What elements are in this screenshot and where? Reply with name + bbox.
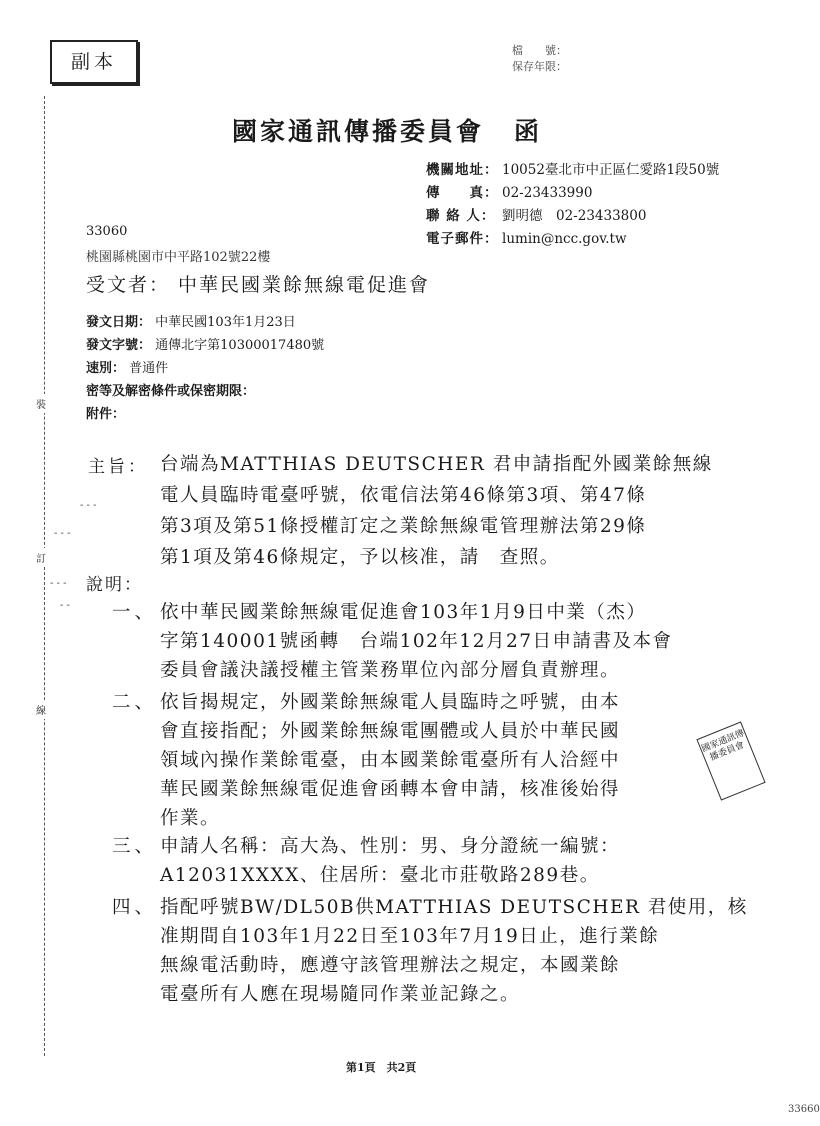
- fax-label: 傳 真：: [426, 185, 499, 201]
- explanation-line: 指配呼號BW/DL50B供MATTHIAS DEUTSCHER 君使用，核: [160, 897, 748, 918]
- copy-stamp: 副本: [50, 40, 138, 84]
- explanation-line: 准期間自103年1月22日至103年7月19日止，進行業餘: [160, 926, 660, 947]
- file-number-label: 檔 號：: [512, 44, 567, 57]
- issue-date: [86, 311, 296, 330]
- explanation-line: 字第140001號函轉 台端102年12月27日申請書及本會: [160, 631, 673, 652]
- explanation-line: 華民國業餘無線電促進會函轉本會申請，核准後始得: [160, 779, 621, 800]
- item-number: 四、: [112, 897, 158, 918]
- contact-person: [426, 204, 646, 224]
- fax: [426, 181, 592, 201]
- contact-person-value: 劉明德 02-23433800: [502, 208, 647, 224]
- issue-date-label: 發文日期：: [86, 315, 152, 330]
- scan-artifact: - - -: [50, 578, 67, 589]
- binding-cut-mark: 訂: [36, 548, 46, 567]
- explanation-line: 無線電活動時，應遵守該管理辦法之規定，本國業餘: [160, 955, 621, 976]
- document-number: [86, 334, 324, 353]
- agency-address-value: 10052臺北市中正區仁愛路1段50號: [502, 162, 720, 178]
- speed-class-label: 速別：: [86, 361, 126, 376]
- subject-line: 電人員臨時電臺呼號，依電信法第46條第3項、第47條: [160, 485, 647, 506]
- speed-class: [86, 357, 168, 376]
- explanation-line: A12031XXXX、住居所：臺北市莊敬路289巷。: [160, 865, 600, 886]
- explanation-line: 作業。: [160, 808, 221, 829]
- page-number: 第1頁 共2頁: [346, 1061, 417, 1074]
- subject-line: 第3項及第51條授權訂定之業餘無線電管理辦法第29條: [160, 516, 647, 537]
- explanation-line: 會直接指配；外國業餘無線電團體或人員於中華民國: [160, 721, 621, 742]
- scan-artifact: - - -: [80, 500, 97, 511]
- scan-artifact: - - -: [54, 528, 71, 539]
- binding-mark: 裝: [36, 394, 46, 413]
- document-number-label: 發文字號：: [86, 338, 152, 353]
- recipient: 受文者： 中華民國業餘無線電促進會: [86, 274, 431, 296]
- recipient-street: 桃園縣桃園市中平路102號22樓: [86, 250, 271, 265]
- speed-class-value: 普通件: [129, 361, 169, 376]
- attachment-label: [86, 403, 125, 422]
- secrecy-label-text: 密等及解密條件或保密期限：: [86, 384, 256, 399]
- document-title: [232, 112, 542, 148]
- item-number: 一、: [112, 602, 158, 623]
- subject-label: 主旨：: [88, 457, 148, 477]
- item-number: 三、: [112, 836, 158, 857]
- explanation-line: 電臺所有人應在現場隨同作業並記錄之。: [160, 984, 521, 1005]
- recipient-zip: 33060: [86, 224, 128, 239]
- binding-margin-line: [44, 96, 45, 1056]
- document-number-value: 通傳北字第10300017480號: [155, 338, 325, 353]
- agency-address-label: 機關地址：: [426, 162, 499, 178]
- explanation-line: 申請人名稱：高大為、性別：男、身分證統一編號：: [160, 836, 621, 857]
- explanation-line: 依旨揭規定，外國業餘無線電人員臨時之呼號，由本: [160, 692, 621, 713]
- subject-line: 第1項及第46條規定，予以核准，請 查照。: [160, 547, 560, 568]
- explanation-line: 依中華民國業餘無線電促進會103年1月9日中業（杰）: [160, 602, 647, 623]
- contact-person-label: 聯 絡 人：: [426, 208, 496, 224]
- issue-date-value: 中華民國103年1月23日: [155, 315, 296, 330]
- email-value: lumin@ncc.gov.tw: [502, 231, 627, 247]
- binding-line-mark: 線: [36, 700, 46, 719]
- official-seal: 國家通訊傳播委員會: [696, 721, 765, 800]
- fax-value: 02-23433990: [502, 185, 593, 201]
- email-label: 電子郵件：: [426, 231, 499, 247]
- issuing-organization: 國家通訊傳播委員會: [232, 117, 485, 146]
- attachment-label-text: 附件：: [86, 407, 126, 422]
- explanation-line: 領域內操作業餘電臺，由本國業餘電臺所有人洽經中: [160, 750, 621, 771]
- agency-address: [426, 158, 719, 178]
- email: [426, 227, 627, 247]
- secrecy-label: [86, 380, 255, 399]
- explanation-label: 說明：: [86, 575, 143, 595]
- corner-code: 33660: [788, 1104, 820, 1115]
- document-type: 函: [514, 117, 543, 146]
- explanation-line: 委員會議決議授權主管業務單位內部分層負責辦理。: [160, 660, 621, 681]
- retention-period-label: 保存年限：: [512, 60, 567, 73]
- subject-line: 台端為MATTHIAS DEUTSCHER 君申請指配外國業餘無線: [160, 454, 713, 475]
- item-number: 二、: [112, 692, 158, 713]
- scan-artifact: - -: [60, 600, 70, 611]
